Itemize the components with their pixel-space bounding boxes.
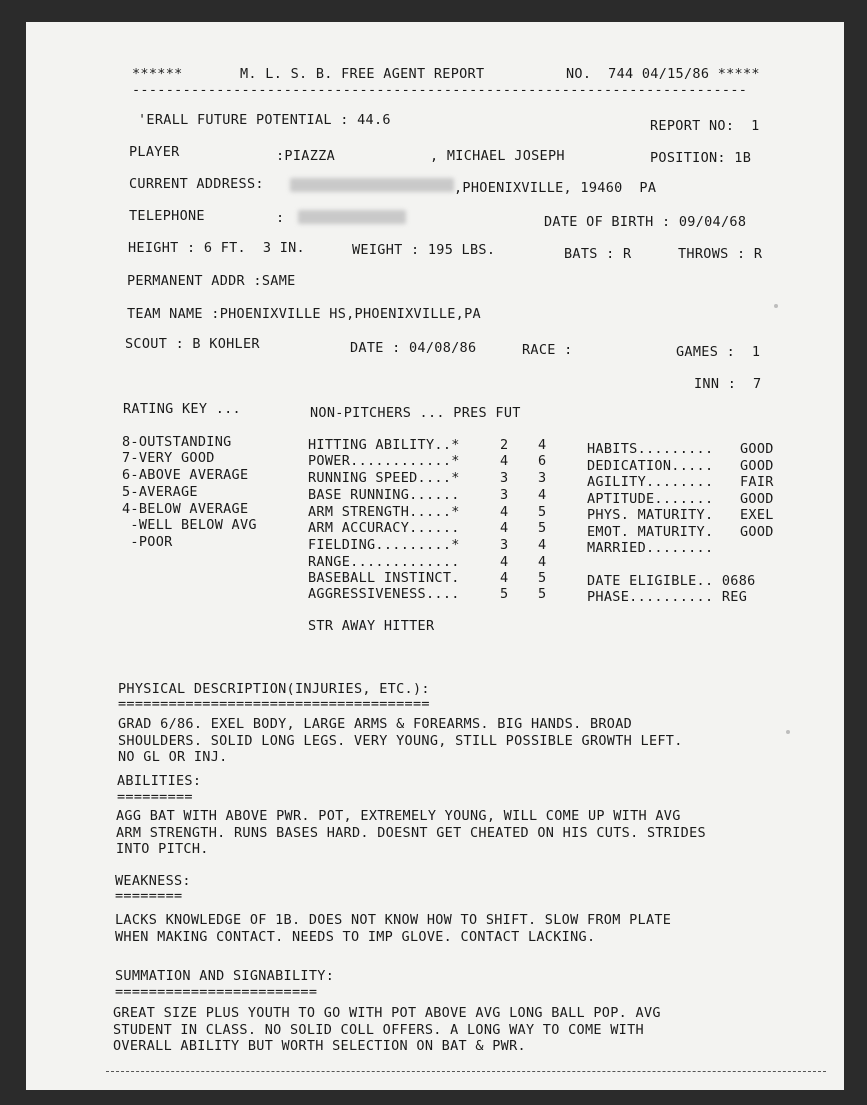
skill-pres: 5 [500, 586, 509, 602]
skill-label: BASE RUNNING...... [308, 487, 460, 503]
trait-value: GOOD [740, 491, 774, 507]
position: POSITION: 1B [650, 150, 752, 166]
skill-pres: 4 [500, 520, 509, 536]
report-date: DATE : 04/08/86 [350, 340, 477, 356]
rating-key-title: RATING KEY ... [123, 401, 241, 417]
abilities-line: AGG BAT WITH ABOVE PWR. POT, EXTREMELY YOUNG, WILL COME UP WITH AVG [116, 808, 681, 824]
physical-line: GRAD 6/86. EXEL BODY, LARGE ARMS & FOREARMS. BIG HANDS. BROAD [118, 716, 633, 732]
weight: WEIGHT : 195 LBS. [352, 242, 496, 258]
report-no: REPORT NO: 1 [650, 118, 760, 134]
player-label: PLAYER [129, 144, 180, 160]
physical-title: PHYSICAL DESCRIPTION(INJURIES, ETC.): [118, 681, 430, 697]
skill-label: RANGE............. [308, 554, 460, 570]
header-rule: ------------------------------------------------------------------------- [132, 82, 748, 98]
telephone-colon: : [276, 210, 285, 226]
abilities-line: INTO PITCH. [116, 841, 209, 857]
skill-pres: 3 [500, 470, 509, 486]
race: RACE : [522, 342, 573, 358]
skill-fut: 6 [538, 453, 547, 469]
phase: PHASE.......... REG [587, 589, 748, 605]
address-city: ,PHOENIXVILLE, 19460 PA [454, 180, 657, 196]
summation-line: OVERALL ABILITY BUT WORTH SELECTION ON BAT & PWR. [113, 1038, 526, 1054]
skill-fut: 5 [538, 520, 547, 536]
skill-pres: 3 [500, 487, 509, 503]
skill-pres: 4 [500, 453, 509, 469]
trait-label: AGILITY........ [587, 474, 714, 490]
redacted-telephone [298, 210, 406, 224]
trait-value: GOOD [740, 524, 774, 540]
abilities-title: ABILITIES: [117, 773, 202, 789]
redacted-address [290, 178, 454, 192]
rating-key-item: -POOR [122, 534, 173, 550]
permanent-address: PERMANENT ADDR :SAME [127, 273, 296, 289]
skill-label: FIELDING.........* [308, 537, 460, 553]
report-title: M. L. S. B. FREE AGENT REPORT [240, 66, 485, 82]
abilities-line: ARM STRENGTH. RUNS BASES HARD. DOESNT GET CHEATED ON HIS CUTS. STRIDES [116, 825, 706, 841]
trait-label: HABITS......... [587, 441, 714, 457]
rating-key-item: 4-BELOW AVERAGE [122, 501, 249, 517]
report-number: NO. 744 04/15/86 ***** [566, 66, 760, 82]
skill-label: BASEBALL INSTINCT. [308, 570, 460, 586]
trait-label: EMOT. MATURITY. [587, 524, 714, 540]
height: HEIGHT : 6 FT. 3 IN. [128, 240, 305, 256]
throws: THROWS : R [678, 246, 763, 262]
trait-value: GOOD [740, 458, 774, 474]
skill-fut: 4 [538, 554, 547, 570]
skill-pres: 4 [500, 570, 509, 586]
weakness-title: WEAKNESS: [115, 873, 191, 889]
skill-pres: 4 [500, 504, 509, 520]
skill-fut: 3 [538, 470, 547, 486]
physical-rule: ===================================== [118, 696, 430, 712]
abilities-rule: ========= [117, 789, 193, 805]
summation-title: SUMMATION AND SIGNABILITY: [115, 968, 335, 984]
bats: BATS : R [564, 246, 632, 262]
trait-value: GOOD [740, 441, 774, 457]
trait-value: FAIR [740, 474, 774, 490]
physical-line: SHOULDERS. SOLID LONG LEGS. VERY YOUNG, STILL POSSIBLE GROWTH LEFT. [118, 733, 683, 749]
weakness-rule: ======== [115, 888, 183, 904]
report-sheet [26, 22, 844, 1090]
trait-value: EXEL [740, 507, 774, 523]
weakness-line: WHEN MAKING CONTACT. NEEDS TO IMP GLOVE. CONTACT LACKING. [115, 929, 596, 945]
innings: INN : 7 [694, 376, 762, 392]
skill-fut: 4 [538, 537, 547, 553]
skill-label: ARM STRENGTH.....* [308, 504, 460, 520]
overall-potential: 'ERALL FUTURE POTENTIAL : 44.6 [138, 112, 391, 128]
skill-pres: 2 [500, 437, 509, 453]
trait-label: APTITUDE....... [587, 491, 714, 507]
hitter-type: STR AWAY HITTER [308, 618, 435, 634]
address-label: CURRENT ADDRESS: [129, 176, 264, 192]
skill-pres: 4 [500, 554, 509, 570]
skill-pres: 3 [500, 537, 509, 553]
rating-key-item: 5-AVERAGE [122, 484, 198, 500]
rating-key-item: 8-OUTSTANDING [122, 434, 232, 450]
games: GAMES : 1 [676, 344, 761, 360]
skill-label: ARM ACCURACY...... [308, 520, 460, 536]
rating-key-item: -WELL BELOW AVG [122, 517, 257, 533]
skill-label: RUNNING SPEED....* [308, 470, 460, 486]
summation-rule: ======================== [115, 984, 318, 1000]
skill-fut: 4 [538, 437, 547, 453]
player-last-name: :PIAZZA [276, 148, 335, 164]
scout: SCOUT : B KOHLER [125, 336, 260, 352]
skill-fut: 4 [538, 487, 547, 503]
bottom-perforation [106, 1071, 826, 1072]
header-stars: ****** [132, 66, 183, 82]
date-eligible: DATE ELIGIBLE.. 0686 [587, 573, 756, 589]
skill-fut: 5 [538, 570, 547, 586]
rating-key-item: 7-VERY GOOD [122, 450, 215, 466]
weakness-line: LACKS KNOWLEDGE OF 1B. DOES NOT KNOW HOW TO SHIFT. SLOW FROM PLATE [115, 912, 672, 928]
player-first-name: , MICHAEL JOSEPH [430, 148, 565, 164]
skill-fut: 5 [538, 504, 547, 520]
team-name: TEAM NAME :PHOENIXVILLE HS,PHOENIXVILLE,PA [127, 306, 481, 322]
trait-label: MARRIED........ [587, 540, 714, 556]
summation-line: STUDENT IN CLASS. NO SOLID COLL OFFERS. A LONG WAY TO COME WITH [113, 1022, 644, 1038]
date-of-birth: DATE OF BIRTH : 09/04/68 [544, 214, 747, 230]
trait-label: PHYS. MATURITY. [587, 507, 714, 523]
non-pitchers-title: NON-PITCHERS ... PRES FUT [310, 405, 521, 421]
skill-fut: 5 [538, 586, 547, 602]
trait-label: DEDICATION..... [587, 458, 714, 474]
tractor-hole [786, 730, 790, 734]
skill-label: AGGRESSIVENESS.... [308, 586, 460, 602]
skill-label: POWER............* [308, 453, 460, 469]
tractor-hole [774, 304, 778, 308]
skill-label: HITTING ABILITY..* [308, 437, 460, 453]
rating-key-item: 6-ABOVE AVERAGE [122, 467, 249, 483]
physical-line: NO GL OR INJ. [118, 749, 228, 765]
summation-line: GREAT SIZE PLUS YOUTH TO GO WITH POT ABOVE AVG LONG BALL POP. AVG [113, 1005, 661, 1021]
telephone-label: TELEPHONE [129, 208, 205, 224]
